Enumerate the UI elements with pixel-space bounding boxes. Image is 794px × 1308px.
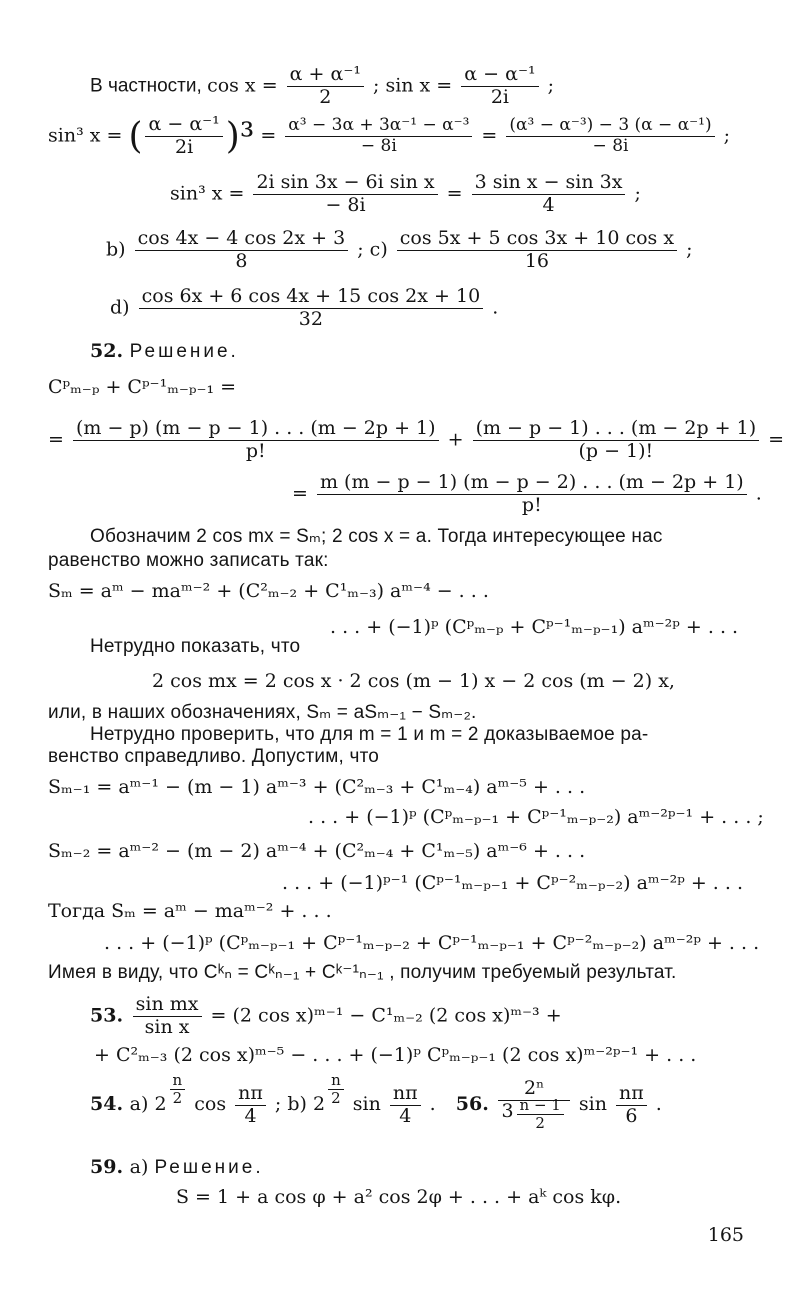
answers-b-c (106, 228, 693, 273)
sin3-1-f3-den: − 8i (592, 135, 629, 156)
sin3-2-f2-num: 3 sin x − sin 3x (472, 172, 626, 195)
p54-b-exp-den: 2 (331, 1089, 341, 1108)
sin3-1-eq1: = (254, 124, 283, 147)
p52-then-line1: Тогда Sₘ = aᵐ − maᵐ⁻² + . . . (48, 900, 332, 922)
p53-num: sin mx (133, 994, 202, 1017)
p52-f3-den: p! (521, 493, 542, 516)
p52-fraction-1 (73, 418, 439, 463)
sin3-2-f2-den: 4 (542, 193, 555, 216)
intro-line (90, 64, 554, 109)
sin3-1-end: ; (717, 124, 731, 147)
intro-sin-lhs: sin x = (385, 74, 459, 97)
p54-a-fraction (235, 1083, 266, 1128)
p52-sum-fractions (48, 418, 784, 463)
p53-number: 53. (90, 1004, 130, 1027)
p52-sm1-line2: . . . + (−1)ᵖ (Cᵖₘ₋ₚ₋₁ + Cᵖ⁻¹ₘ₋ₚ₋₂) aᵐ⁻²ᵖ⁻¹ + . . . ; (308, 806, 764, 828)
p52-para1-a: Обозначим 2 cos mx = Sₘ; 2 cos x = a. Тогда интересующее нас (90, 526, 663, 547)
p52-plus: + (441, 428, 470, 451)
answer-d-fraction (139, 286, 484, 331)
sin3-2-f1-num: 2i sin 3x − 6i sin x (253, 172, 437, 195)
p56-trig-fraction (616, 1083, 647, 1128)
page-number: 165 (707, 1224, 744, 1246)
p54-b-label: b) (287, 1093, 313, 1116)
p52-f2-den: (p − 1)! (578, 439, 654, 462)
intro-cos-fraction (287, 64, 364, 109)
p54-a-exp-den: 2 (172, 1089, 183, 1108)
p53-line1 (90, 994, 562, 1039)
sin3-1-lhs: sin³ x = (48, 124, 129, 147)
intro-cos-lhs: cos x = (207, 74, 284, 97)
p54-a-frac-num: nπ (235, 1083, 266, 1106)
p52-eq2-lead: = (292, 482, 314, 505)
answer-b-fraction (135, 228, 349, 273)
p56-exp-den: 2 (535, 1114, 545, 1133)
p54-b-base: 2 (312, 1093, 326, 1116)
intro-sep: ; (366, 74, 386, 97)
sin3-1-f2-num: α³ − 3α + 3α⁻¹ − α⁻³ (285, 116, 472, 137)
p56-fraction (498, 1078, 569, 1132)
p59-title: Решение. (154, 1157, 264, 1178)
p53-line2: + C²ₘ₋₃ (2 cos x)ᵐ⁻⁵ − . . . + (−1)ᵖ Cᵖₘ₋ₚ₋₁ (2 cos x)ᵐ⁻²ᵖ⁻¹ + . . . (94, 1044, 697, 1066)
p52-sm-line1: Sₘ = aᵐ − maᵐ⁻² + (C²ₘ₋₂ + C¹ₘ₋₃) aᵐ⁻⁴ − . . . (48, 580, 489, 602)
answer-c-fraction (397, 228, 677, 273)
sin3-1-fraction-c (506, 116, 714, 156)
p54-a-power (154, 1071, 188, 1116)
sin3-1-f1-den: 2i (175, 135, 194, 158)
p52-cos-identity: 2 cos mx = 2 cos x · 2 cos (m − 1) x − 2 cos (m − 2) x, (152, 670, 675, 692)
p52-f2-num: (m − p − 1) . . . (m − 2p + 1) (473, 418, 760, 441)
p54-sep: ; (268, 1093, 288, 1116)
p54-a-label: a) (129, 1093, 155, 1116)
sin3-2-lhs: sin³ x = (170, 182, 251, 205)
sin3-1-paren-close: )³ (225, 115, 255, 157)
p53-fraction (133, 994, 202, 1039)
p54-b-exp-num: n (328, 1072, 344, 1090)
answer-b-label: b) (106, 238, 132, 261)
p59-heading (90, 1156, 264, 1180)
sin3-1-f3-num: (α³ − α⁻³) − 3 (α − α⁻¹) (506, 116, 714, 137)
intro-end: ; (541, 74, 555, 97)
p52-title: Решение. (129, 341, 239, 362)
p52-conclusion: Имея в виду, что Cᵏₙ = Cᵏₙ₋₁ + Cᵏ⁻¹ₙ₋₁ , получим требуемый результат. (48, 962, 677, 983)
sin3-1-fraction-b (285, 116, 472, 156)
p54-b-fraction (390, 1083, 421, 1128)
p52-sm2-line2: . . . + (−1)ᵖ⁻¹ (Cᵖ⁻¹ₘ₋ₚ₋₁ + Cᵖ⁻²ₘ₋ₚ₋₂) aᵐ⁻²ᵖ + . . . (282, 872, 744, 894)
p54-b-exponent (328, 1072, 344, 1108)
p52-f1-den: p! (245, 439, 266, 462)
answer-b-num: cos 4x − 4 cos 2x + 3 (135, 228, 349, 251)
answer-d-label: d) (110, 296, 136, 319)
p54-b-power (312, 1071, 347, 1116)
p54-b-func: sin (346, 1093, 387, 1116)
sin3-2-end: ; (628, 182, 641, 205)
p54-a-base: 2 (154, 1093, 167, 1116)
p52-easy1: Нетрудно показать, что (90, 636, 301, 657)
p56-den-base: 3 (501, 1099, 514, 1122)
p56-frac-den: 6 (625, 1104, 638, 1127)
p52-check-a: Нетрудно проверить, что для m = 1 и m = 2 доказываемое ра- (90, 724, 649, 745)
p56-frac-num: nπ (616, 1083, 647, 1106)
p52-fraction-3 (317, 472, 747, 517)
answer-c-num: cos 5x + 5 cos 3x + 10 cos x (397, 228, 677, 251)
p52-number: 52. (90, 340, 130, 362)
p53-den: sin x (144, 1015, 190, 1038)
answer-d-end: . (486, 296, 499, 319)
p56-func: sin (572, 1093, 614, 1116)
p52-sm2-line1: Sₘ₋₂ = aᵐ⁻² − (m − 2) aᵐ⁻⁴ + (C²ₘ₋₄ + C¹ₘ₋₅) aᵐ⁻⁶ + . . . (48, 840, 586, 862)
p52-eq-lead: = (48, 428, 70, 451)
intro-text: В частности, (90, 75, 208, 97)
p54-a-exponent (170, 1072, 186, 1108)
p52-end: . (749, 482, 762, 505)
p59-formula: S = 1 + a cos φ + a² cos 2φ + . . . + aᵏ cos kφ. (176, 1186, 622, 1208)
p52-f3-num: m (m − p − 1) (m − p − 2) . . . (m − 2p + 1) (317, 472, 747, 495)
p52-check-b: венство справедливо. Допустим, что (48, 746, 380, 767)
answers-bc-end: ; (680, 238, 693, 261)
p56-exp-num: n − 1 (517, 1097, 564, 1115)
p56-number: 56. (455, 1093, 496, 1116)
answer-c-label: c) (369, 238, 394, 261)
p54-p56-line (90, 1071, 662, 1133)
answers-bc-sep: ; (351, 238, 370, 261)
p52-fraction-2 (473, 418, 760, 463)
p59-number: 59. (90, 1156, 130, 1178)
p59-label: а) (129, 1156, 155, 1178)
sin3-1-f1-num: α − α⁻¹ (145, 114, 222, 137)
intro-sin-den: 2i (490, 85, 510, 108)
p53-rhs1: = (2 cos x)ᵐ⁻¹ − C¹ₘ₋₂ (2 cos x)ᵐ⁻³ + (204, 1004, 562, 1027)
answer-b-den: 8 (235, 249, 248, 272)
sin3-1-f2-den: − 8i (360, 135, 397, 156)
answer-d-num: cos 6x + 6 cos 4x + 15 cos 2x + 10 (139, 286, 484, 309)
intro-sin-num: α − α⁻¹ (461, 64, 538, 87)
p54-b-frac-den: 4 (399, 1104, 412, 1127)
p52-sm1-line1: Sₘ₋₁ = aᵐ⁻¹ − (m − 1) aᵐ⁻³ + (C²ₘ₋₃ + C¹ₘ₋₄) aᵐ⁻⁵ + . . . (48, 776, 586, 798)
answer-c-den: 16 (524, 249, 549, 272)
p52-line1: Cᵖₘ₋ₚ + Cᵖ⁻¹ₘ₋ₚ₋₁ = (48, 376, 237, 398)
sin3-2-f1-den: − 8i (325, 193, 366, 216)
intro-cos-den: 2 (319, 85, 332, 108)
p52-sm-line2: . . . + (−1)ᵖ (Cᵖₘ₋ₚ + Cᵖ⁻¹ₘ₋ₚ₋₁) aᵐ⁻²ᵖ + . . . (330, 616, 739, 638)
p52-or-line: или, в наших обозначениях, Sₘ = aSₘ₋₁ − Sₘ₋₂. (48, 702, 477, 723)
sin3-equation-1 (48, 114, 730, 159)
intro-sin-fraction (461, 64, 538, 109)
p56-end: . (649, 1093, 662, 1116)
p52-para1-b: равенство можно записать так: (48, 550, 329, 571)
sin3-equation-2 (170, 172, 641, 217)
p54-a-func: cos (188, 1093, 233, 1116)
p56-den (498, 1095, 569, 1133)
sin3-1-eq2: = (475, 124, 504, 147)
p52-then-line2: . . . + (−1)ᵖ (Cᵖₘ₋ₚ₋₁ + Cᵖ⁻¹ₘ₋ₚ₋₂ + Cᵖ⁻¹ₘ₋ₚ₋₁ + Cᵖ⁻²ₘ₋ₚ₋₂) aᵐ⁻²ᵖ + . . . (104, 932, 760, 954)
p54-a-frac-den: 4 (244, 1104, 257, 1127)
sin3-1-paren-open: ( (128, 115, 143, 157)
sin3-1-fraction-a (145, 114, 222, 159)
p54-end: . (423, 1093, 436, 1116)
p54-a-exp-num: n (170, 1072, 186, 1090)
p52-f1-num: (m − p) (m − p − 1) . . . (m − 2p + 1) (73, 418, 439, 441)
p54-number: 54. (90, 1093, 130, 1116)
p52-heading (90, 340, 239, 364)
p52-result-fraction (292, 472, 762, 517)
sin3-2-fraction-a (253, 172, 437, 217)
p56-num: 2ⁿ (498, 1078, 569, 1101)
sin3-2-eq: = (440, 182, 469, 205)
p56-den-exponent (517, 1097, 564, 1133)
answer-d-den: 32 (298, 307, 323, 330)
answer-d (110, 286, 498, 331)
p52-eq-end: = (762, 428, 785, 451)
intro-cos-num: α + α⁻¹ (287, 64, 364, 87)
sin3-2-fraction-b (472, 172, 626, 217)
p54-b-frac-num: nπ (390, 1083, 421, 1106)
